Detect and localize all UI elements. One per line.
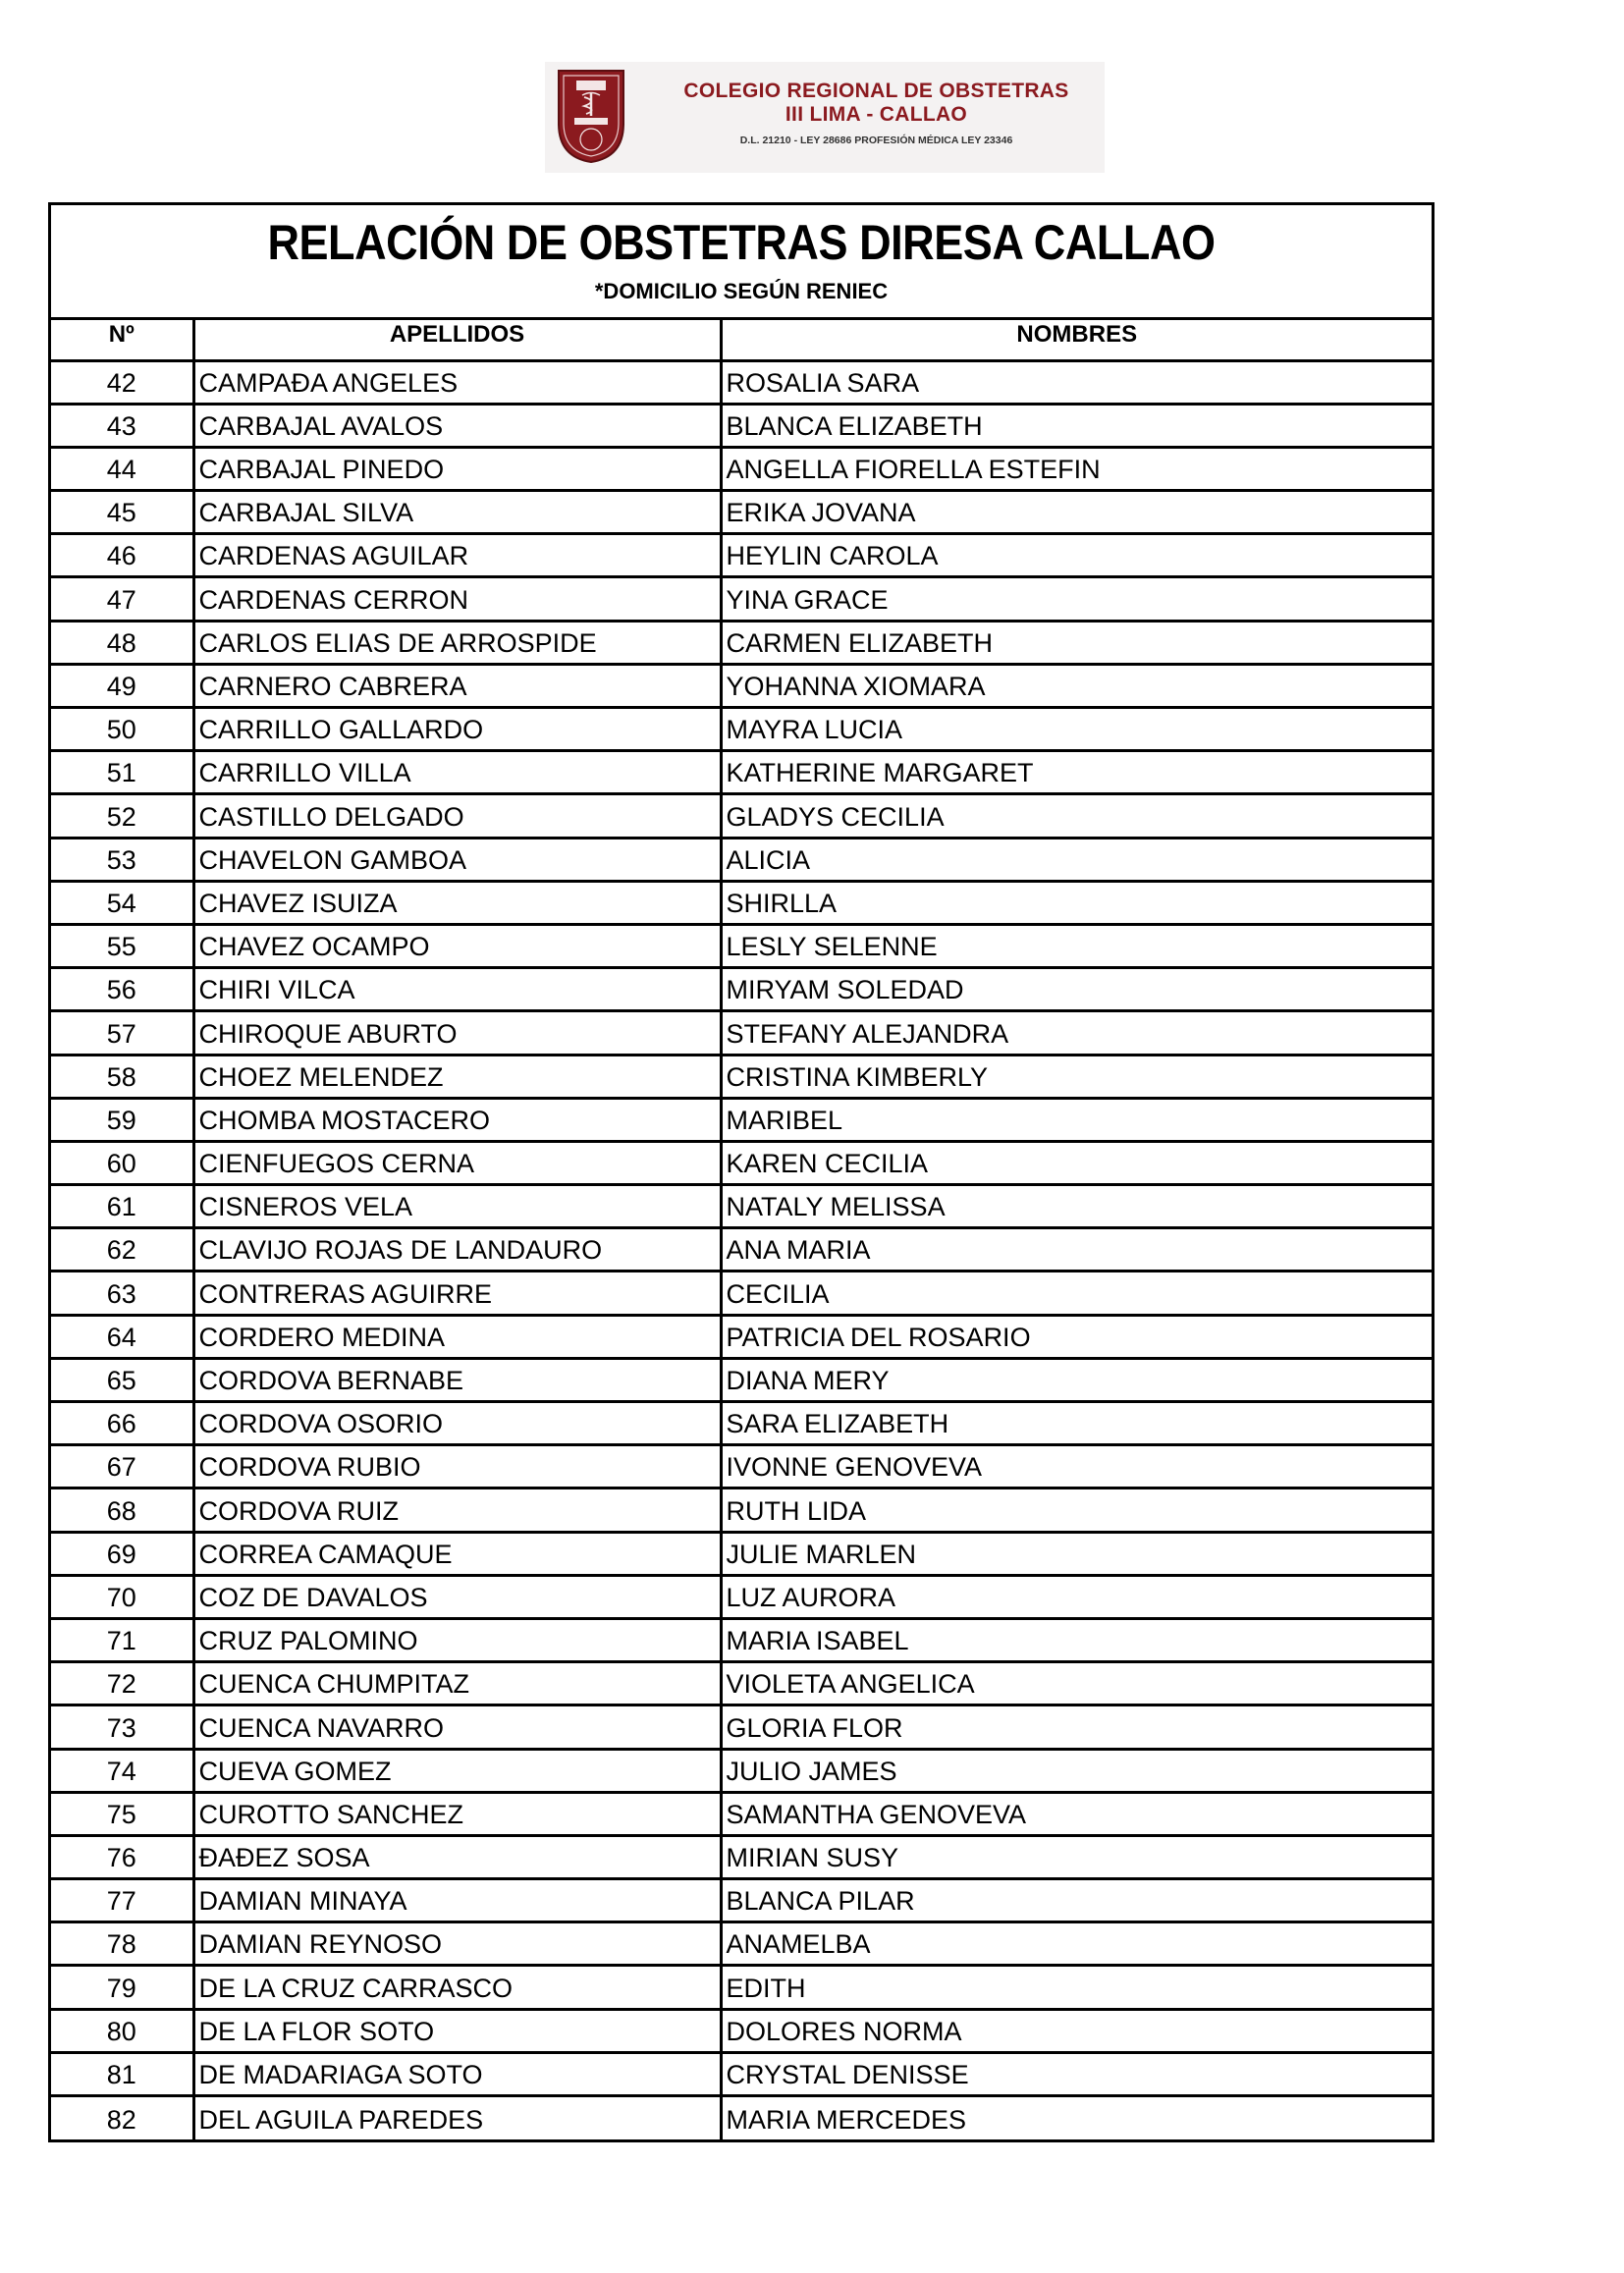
row-nombres: EDITH — [721, 1966, 1432, 2009]
table-row — [51, 534, 1432, 577]
row-number: 72 — [51, 1662, 193, 1705]
row-nombres: YINA GRACE — [721, 577, 1432, 621]
row-apellidos: CUEVA GOMEZ — [193, 1749, 721, 1792]
row-number: 59 — [51, 1098, 193, 1141]
obstetras-table-sheet — [48, 202, 1435, 2142]
table-row — [51, 1488, 1432, 1532]
row-nombres: JULIO JAMES — [721, 1749, 1432, 1792]
row-apellidos: CHOMBA MOSTACERO — [193, 1098, 721, 1141]
row-nombres: MARIA MERCEDES — [721, 2096, 1432, 2139]
row-nombres: ANAMELBA — [721, 1922, 1432, 1966]
row-apellidos: CORREA CAMAQUE — [193, 1532, 721, 1575]
row-number: 58 — [51, 1055, 193, 1098]
row-number: 56 — [51, 968, 193, 1011]
row-number: 46 — [51, 534, 193, 577]
obstetras-table — [51, 320, 1432, 2139]
table-row — [51, 1879, 1432, 1922]
row-apellidos: CARBAJAL AVALOS — [193, 404, 721, 447]
row-nombres: LESLY SELENNE — [721, 924, 1432, 967]
table-row — [51, 1315, 1432, 1358]
row-nombres: CECILIA — [721, 1272, 1432, 1315]
row-nombres: STEFANY ALEJANDRA — [721, 1011, 1432, 1055]
table-row — [51, 1445, 1432, 1488]
row-number: 78 — [51, 1922, 193, 1966]
row-nombres: MIRIAN SUSY — [721, 1835, 1432, 1878]
row-number: 55 — [51, 924, 193, 967]
row-number: 44 — [51, 447, 193, 490]
table-row — [51, 1705, 1432, 1749]
table-row — [51, 1749, 1432, 1792]
row-nombres: DOLORES NORMA — [721, 2009, 1432, 2052]
row-apellidos: CARRILLO VILLA — [193, 751, 721, 794]
table-header-row — [51, 320, 1432, 360]
row-number: 80 — [51, 2009, 193, 2052]
row-number: 53 — [51, 838, 193, 881]
row-nombres: GLORIA FLOR — [721, 1705, 1432, 1749]
row-apellidos: DAMIAN MINAYA — [193, 1879, 721, 1922]
row-apellidos: CISNEROS VELA — [193, 1185, 721, 1228]
row-nombres: VIOLETA ANGELICA — [721, 1662, 1432, 1705]
row-apellidos: CARRILLO GALLARDO — [193, 708, 721, 751]
table-row — [51, 491, 1432, 534]
row-number: 63 — [51, 1272, 193, 1315]
row-apellidos: CARBAJAL PINEDO — [193, 447, 721, 490]
row-nombres: ANGELLA FIORELLA ESTEFIN — [721, 447, 1432, 490]
row-nombres: MAYRA LUCIA — [721, 708, 1432, 751]
row-apellidos: DE MADARIAGA SOTO — [193, 2052, 721, 2095]
row-number: 70 — [51, 1575, 193, 1618]
table-row — [51, 577, 1432, 621]
document-title: RELACIÓN DE OBSTETRAS DIRESA CALLAO — [267, 215, 1216, 270]
row-apellidos: DE LA FLOR SOTO — [193, 2009, 721, 2052]
table-row — [51, 1532, 1432, 1575]
row-number: 49 — [51, 664, 193, 707]
table-row — [51, 881, 1432, 924]
row-number: 47 — [51, 577, 193, 621]
row-apellidos: CHAVELON GAMBOA — [193, 838, 721, 881]
row-apellidos: ĐAĐEZ SOSA — [193, 1835, 721, 1878]
row-number: 48 — [51, 621, 193, 664]
row-apellidos: CHOEZ MELENDEZ — [193, 1055, 721, 1098]
table-row — [51, 708, 1432, 751]
table-row — [51, 1662, 1432, 1705]
row-apellidos: CIENFUEGOS CERNA — [193, 1141, 721, 1184]
table-row — [51, 360, 1432, 404]
obstetras-seal-icon — [555, 67, 627, 165]
row-apellidos: CUROTTO SANCHEZ — [193, 1792, 721, 1835]
row-nombres: PATRICIA DEL ROSARIO — [721, 1315, 1432, 1358]
table-row — [51, 838, 1432, 881]
row-number: 64 — [51, 1315, 193, 1358]
row-apellidos: CORDOVA BERNABE — [193, 1358, 721, 1401]
table-row — [51, 1098, 1432, 1141]
row-apellidos: DAMIAN REYNOSO — [193, 1922, 721, 1966]
table-row — [51, 2009, 1432, 2052]
row-nombres: NATALY MELISSA — [721, 1185, 1432, 1228]
row-apellidos: CHAVEZ ISUIZA — [193, 881, 721, 924]
row-number: 77 — [51, 1879, 193, 1922]
row-apellidos: CASTILLO DELGADO — [193, 794, 721, 838]
row-number: 79 — [51, 1966, 193, 2009]
row-nombres: GLADYS CECILIA — [721, 794, 1432, 838]
row-nombres: HEYLIN CAROLA — [721, 534, 1432, 577]
row-nombres: JULIE MARLEN — [721, 1532, 1432, 1575]
table-row — [51, 1922, 1432, 1966]
row-apellidos: CORDOVA RUBIO — [193, 1445, 721, 1488]
row-nombres: LUZ AURORA — [721, 1575, 1432, 1618]
table-row — [51, 1055, 1432, 1098]
row-nombres: IVONNE GENOVEVA — [721, 1445, 1432, 1488]
row-nombres: ALICIA — [721, 838, 1432, 881]
row-number: 69 — [51, 1532, 193, 1575]
row-number: 50 — [51, 708, 193, 751]
row-nombres: BLANCA PILAR — [721, 1879, 1432, 1922]
row-number: 81 — [51, 2052, 193, 2095]
table-row — [51, 968, 1432, 1011]
table-row — [51, 794, 1432, 838]
row-number: 71 — [51, 1618, 193, 1661]
row-apellidos: CHIRI VILCA — [193, 968, 721, 1011]
header-apellidos: APELLIDOS — [193, 320, 721, 360]
table-row — [51, 924, 1432, 967]
row-nombres: MARIBEL — [721, 1098, 1432, 1141]
document-subtitle: *DOMICILIO SEGÚN RENIEC — [594, 279, 889, 303]
row-nombres: BLANCA ELIZABETH — [721, 404, 1432, 447]
row-number: 62 — [51, 1228, 193, 1272]
row-number: 43 — [51, 404, 193, 447]
row-apellidos: CARNERO CABRERA — [193, 664, 721, 707]
row-nombres: SARA ELIZABETH — [721, 1402, 1432, 1445]
table-row — [51, 1402, 1432, 1445]
row-nombres: MIRYAM SOLEDAD — [721, 968, 1432, 1011]
row-apellidos: CAMPAĐA ANGELES — [193, 360, 721, 404]
table-row — [51, 1228, 1432, 1272]
table-row — [51, 1141, 1432, 1184]
logo-text — [653, 80, 1100, 146]
row-apellidos: CHIROQUE ABURTO — [193, 1011, 721, 1055]
row-nombres: SHIRLLA — [721, 881, 1432, 924]
row-nombres: DIANA MERY — [721, 1358, 1432, 1401]
row-apellidos: CUENCA NAVARRO — [193, 1705, 721, 1749]
table-row — [51, 1358, 1432, 1401]
row-apellidos: DE LA CRUZ CARRASCO — [193, 1966, 721, 2009]
table-row — [51, 2052, 1432, 2095]
row-nombres: ANA MARIA — [721, 1228, 1432, 1272]
row-nombres: ERIKA JOVANA — [721, 491, 1432, 534]
logo-title: COLEGIO REGIONAL DE OBSTETRAS — [683, 80, 1069, 102]
table-row — [51, 1966, 1432, 2009]
row-number: 74 — [51, 1749, 193, 1792]
logo-region: III LIMA - CALLAO — [785, 103, 968, 126]
row-number: 61 — [51, 1185, 193, 1228]
header-nombres: NOMBRES — [721, 320, 1432, 360]
row-apellidos: CARLOS ELIAS DE ARROSPIDE — [193, 621, 721, 664]
table-row — [51, 1792, 1432, 1835]
row-number: 66 — [51, 1402, 193, 1445]
table-row — [51, 1011, 1432, 1055]
row-apellidos: CORDOVA RUIZ — [193, 1488, 721, 1532]
table-row — [51, 751, 1432, 794]
row-apellidos: CLAVIJO ROJAS DE LANDAURO — [193, 1228, 721, 1272]
row-nombres: CARMEN ELIZABETH — [721, 621, 1432, 664]
table-row — [51, 404, 1432, 447]
row-number: 75 — [51, 1792, 193, 1835]
row-number: 51 — [51, 751, 193, 794]
row-number: 82 — [106, 2104, 136, 2135]
row-nombres: KAREN CECILIA — [721, 1141, 1432, 1184]
row-apellidos: CORDOVA OSORIO — [193, 1402, 721, 1445]
table-row — [51, 621, 1432, 664]
row-apellidos: CARDENAS CERRON — [193, 577, 721, 621]
row-apellidos: CARDENAS AGUILAR — [193, 534, 721, 577]
row-number: 73 — [51, 1705, 193, 1749]
table-row — [51, 1618, 1432, 1661]
row-number: 67 — [51, 1445, 193, 1488]
row-number: 60 — [51, 1141, 193, 1184]
table-row — [51, 664, 1432, 707]
row-apellidos: CRUZ PALOMINO — [193, 1618, 721, 1661]
row-number: 57 — [51, 1011, 193, 1055]
row-apellidos: COZ DE DAVALOS — [193, 1575, 721, 1618]
table-row — [51, 447, 1432, 490]
row-apellidos: CORDERO MEDINA — [193, 1315, 721, 1358]
row-apellidos: CUENCA CHUMPITAZ — [193, 1662, 721, 1705]
row-number: 65 — [51, 1358, 193, 1401]
title-area — [51, 205, 1432, 320]
row-nombres: CRYSTAL DENISSE — [721, 2052, 1432, 2095]
table-row — [51, 1575, 1432, 1618]
row-apellidos: CARBAJAL SILVA — [193, 491, 721, 534]
row-apellidos: CHAVEZ OCAMPO — [193, 924, 721, 967]
table-row — [51, 2096, 1432, 2139]
table-row — [51, 1185, 1432, 1228]
row-nombres: RUTH LIDA — [721, 1488, 1432, 1532]
row-apellidos: CONTRERAS AGUIRRE — [193, 1272, 721, 1315]
row-nombres: CRISTINA KIMBERLY — [721, 1055, 1432, 1098]
row-nombres: SAMANTHA GENOVEVA — [721, 1792, 1432, 1835]
row-number: 45 — [51, 491, 193, 534]
row-number: 42 — [51, 360, 193, 404]
header-number: Nº — [51, 320, 193, 360]
row-nombres: KATHERINE MARGARET — [721, 751, 1432, 794]
logo-legal-line: D.L. 21210 - LEY 28686 PROFESIÓN MÉDICA LEY 23346 — [739, 135, 1013, 146]
row-nombres: ROSALIA SARA — [721, 360, 1432, 404]
table-row — [51, 1272, 1432, 1315]
table-row — [51, 1835, 1432, 1878]
header-logo — [545, 62, 1105, 173]
row-number: 76 — [51, 1835, 193, 1878]
row-number: 68 — [51, 1488, 193, 1532]
row-number: 52 — [51, 794, 193, 838]
row-nombres: MARIA ISABEL — [721, 1618, 1432, 1661]
row-apellidos: DEL AGUILA PAREDES — [193, 2096, 721, 2139]
row-nombres: YOHANNA XIOMARA — [721, 664, 1432, 707]
row-number: 54 — [51, 881, 193, 924]
